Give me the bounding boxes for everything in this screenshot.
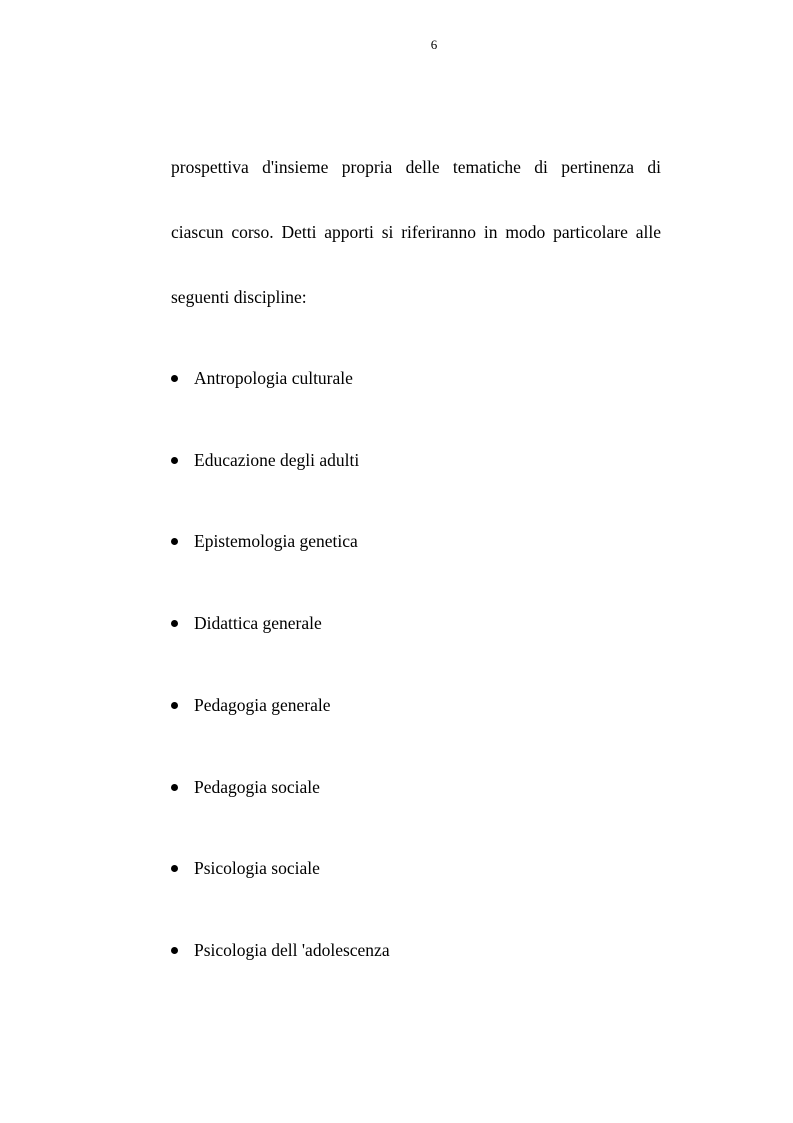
list-item [171, 694, 661, 716]
bullet-icon [171, 620, 178, 627]
bullet-icon [171, 375, 178, 382]
list-item [171, 530, 661, 552]
bullet-icon [171, 457, 178, 464]
list-item [171, 367, 661, 389]
bullet-icon [171, 947, 178, 954]
list-item-label: Educazione degli adulti [194, 450, 360, 470]
list-item-label: Epistemologia genetica [194, 531, 358, 551]
list-item-label: Psicologia sociale [194, 858, 320, 878]
paragraph-line-1: prospettiva d'insieme propria delle tematiche di pertinenza di [171, 157, 661, 177]
list-item-label: Psicologia dell 'adolescenza [194, 940, 390, 960]
paragraph-line-2: ciascun corso. Detti apporti si riferiranno in modo particolare alle [171, 222, 661, 242]
bullet-icon [171, 865, 178, 872]
list-item-label: Didattica generale [194, 613, 322, 633]
bullet-icon [171, 784, 178, 791]
bullet-icon [171, 702, 178, 709]
list-item-label: Pedagogia sociale [194, 777, 320, 797]
list-item-label: Antropologia culturale [194, 368, 353, 388]
paragraph-line-3: seguenti discipline: [171, 287, 307, 307]
list-item [171, 857, 661, 879]
bullet-icon [171, 538, 178, 545]
list-item-label: Pedagogia generale [194, 695, 331, 715]
list-item [171, 612, 661, 634]
list-item [171, 449, 661, 471]
list-item [171, 939, 661, 961]
page-number: 6 [430, 37, 438, 52]
list-item [171, 776, 661, 798]
